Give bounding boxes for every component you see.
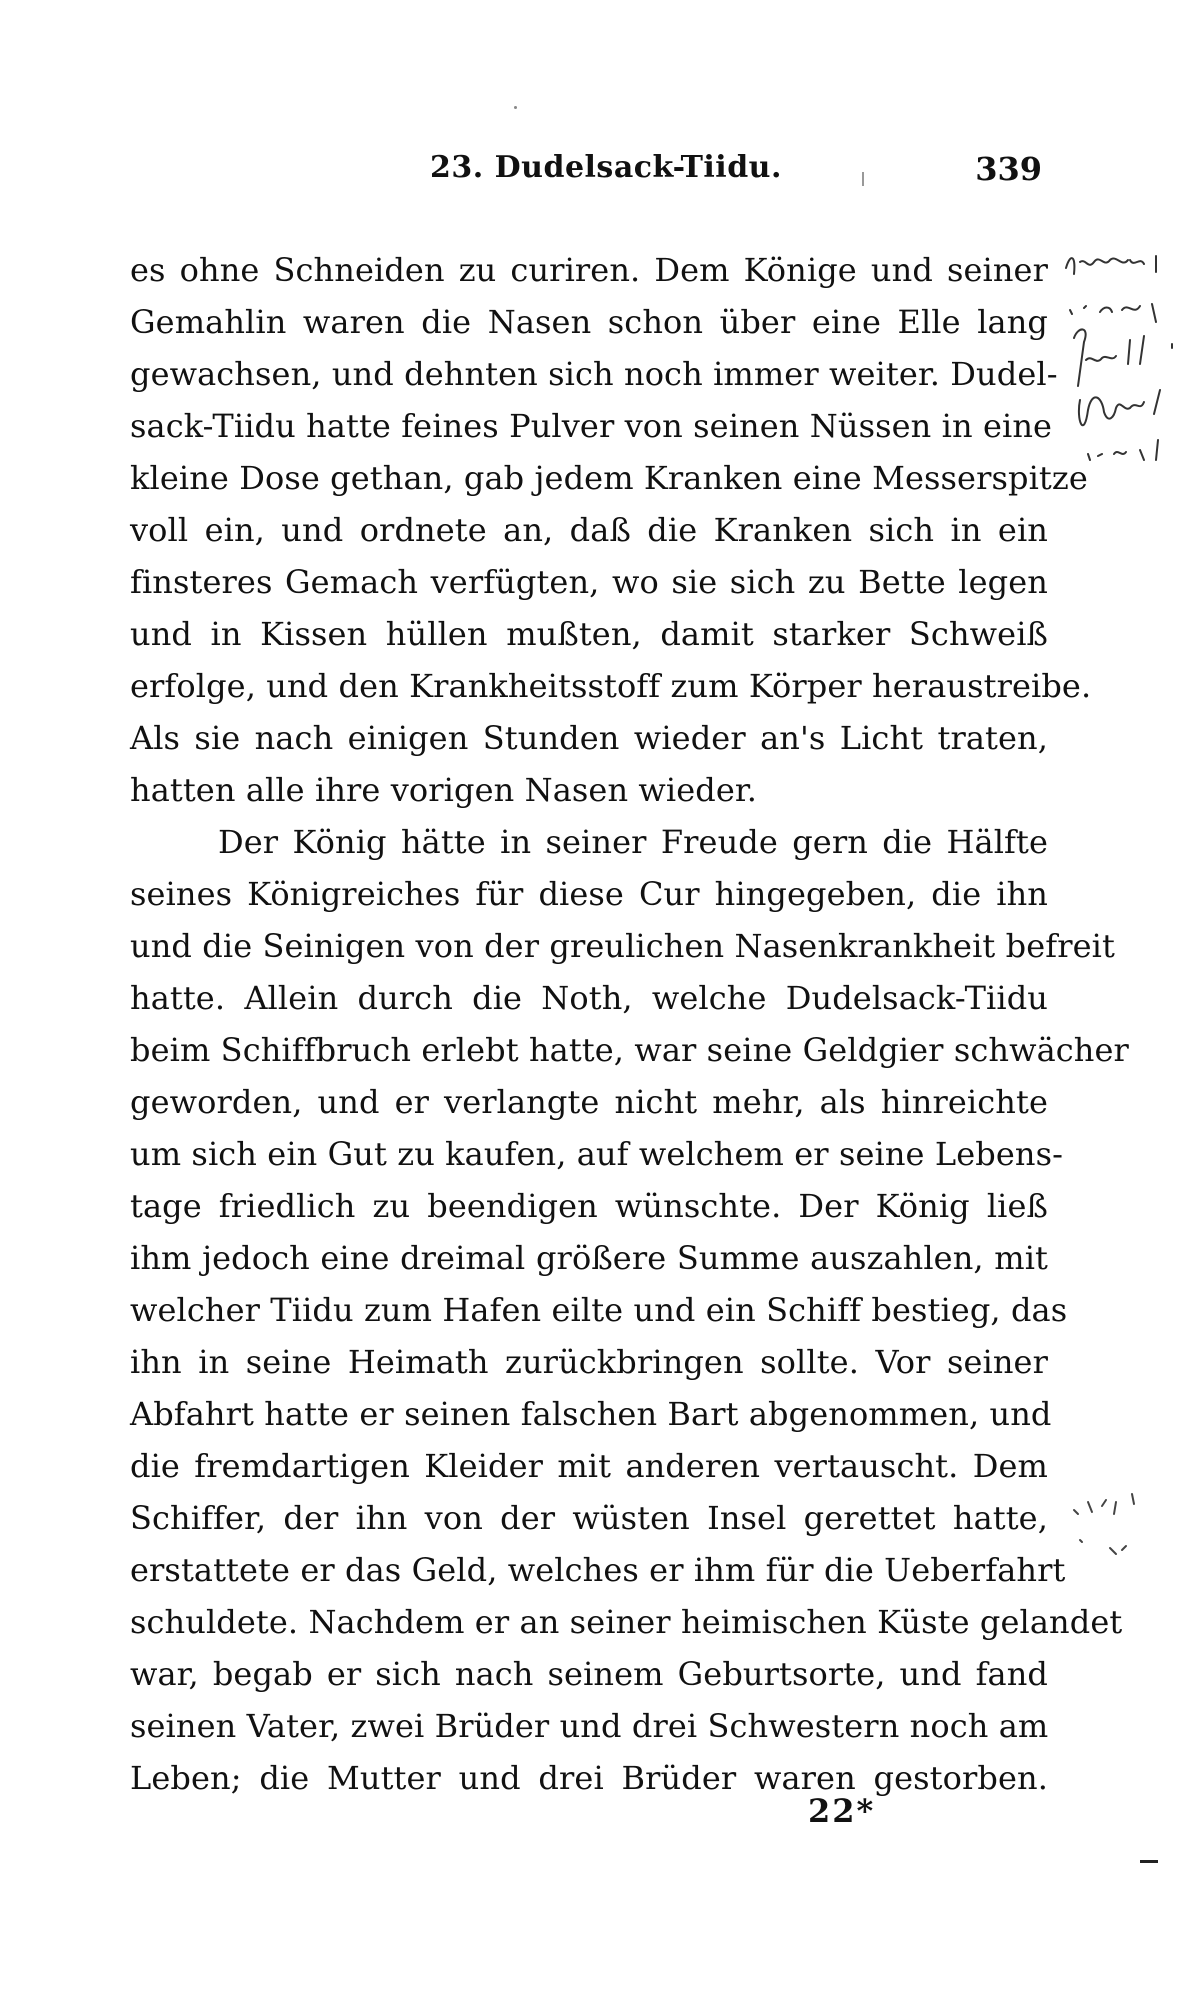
text-line: die fremdartigen Kleider mit anderen vertauscht. Dem [130, 1447, 1048, 1485]
running-title: 23. Dudelsack-Tiidu. [430, 150, 782, 185]
text-line: und in Kissen hüllen mußten, damit starker Schweiß [130, 615, 1048, 653]
text-line: sack-Tiidu hatte feines Pulver von seinen Nüssen in eine [130, 407, 1053, 445]
text-line: Leben; die Mutter und drei Brüder waren gestorben. [130, 1759, 1048, 1797]
text-line: Abfahrt hatte er seinen falschen Bart abgenommen, und [130, 1395, 1052, 1433]
handwritten-margin-marks [1070, 1490, 1190, 1570]
text-line: voll ein, und ordnete an, daß die Kranken sich in ein [130, 511, 1048, 549]
paragraph-first-line: Der König hätte in seiner Freude gern die Hälfte [218, 823, 1048, 861]
text-line: tage friedlich zu beendigen wünschte. Der König ließ [130, 1187, 1048, 1225]
text-line: und die Seinigen von der greulichen Nasenkrankheit befreit [130, 927, 1115, 965]
text-line: erstattete er das Geld, welches er ihm für die Ueberfahrt [130, 1551, 1066, 1589]
body-text [130, 244, 1129, 1804]
margin-dash [1140, 1860, 1158, 1863]
text-line: hatten alle ihre vorigen Nasen wieder. [130, 771, 758, 809]
text-line: gewachsen, und dehnten sich noch immer weiter. Dudel- [130, 355, 1058, 393]
text-line: ihn in seine Heimath zurückbringen sollte. Vor seiner [130, 1343, 1048, 1381]
print-speck [862, 172, 864, 186]
text-line: Gemahlin waren die Nasen schon über eine Elle lang [130, 303, 1048, 341]
text-line: Als sie nach einigen Stunden wieder an's Licht traten, [130, 719, 1048, 757]
running-head [130, 150, 1050, 196]
text-line: kleine Dose gethan, gab jedem Kranken eine Messerspitze [130, 459, 1088, 497]
signature-mark: 22* [808, 1792, 876, 1830]
text-line: um sich ein Gut zu kaufen, auf welchem er seine Lebens- [130, 1135, 1064, 1173]
text-line: hatte. Allein durch die Noth, welche Dudelsack-Tiidu [130, 979, 1048, 1017]
text-line: es ohne Schneiden zu curiren. Dem Könige und seiner [130, 251, 1048, 289]
text-line: welcher Tiidu zum Hafen eilte und ein Schiff bestieg, das [130, 1291, 1068, 1329]
print-speck [514, 106, 517, 109]
text-line: finsteres Gemach verfügten, wo sie sich zu Bette legen [130, 563, 1048, 601]
page-number: 339 [975, 150, 1042, 188]
handwritten-margin-notes [1060, 240, 1192, 500]
text-line: Schiffer, der ihn von der wüsten Insel gerettet hatte, [130, 1499, 1048, 1537]
text-line: war, begab er sich nach seinem Geburtsorte, und fand [130, 1655, 1048, 1693]
text-line: ihm jedoch eine dreimal größere Summe auszahlen, mit [130, 1239, 1048, 1277]
text-line: beim Schiffbruch erlebt hatte, war seine Geldgier schwächer [130, 1031, 1129, 1069]
text-line: geworden, und er verlangte nicht mehr, als hinreichte [130, 1083, 1048, 1121]
text-line: schuldete. Nachdem er an seiner heimischen Küste gelandet [130, 1603, 1123, 1641]
text-line: seines Königreiches für diese Cur hingegeben, die ihn [130, 875, 1048, 913]
text-line: seinen Vater, zwei Brüder und drei Schwestern noch am [130, 1707, 1049, 1745]
text-line: erfolge, und den Krankheitsstoff zum Körper heraustreibe. [130, 667, 1092, 705]
